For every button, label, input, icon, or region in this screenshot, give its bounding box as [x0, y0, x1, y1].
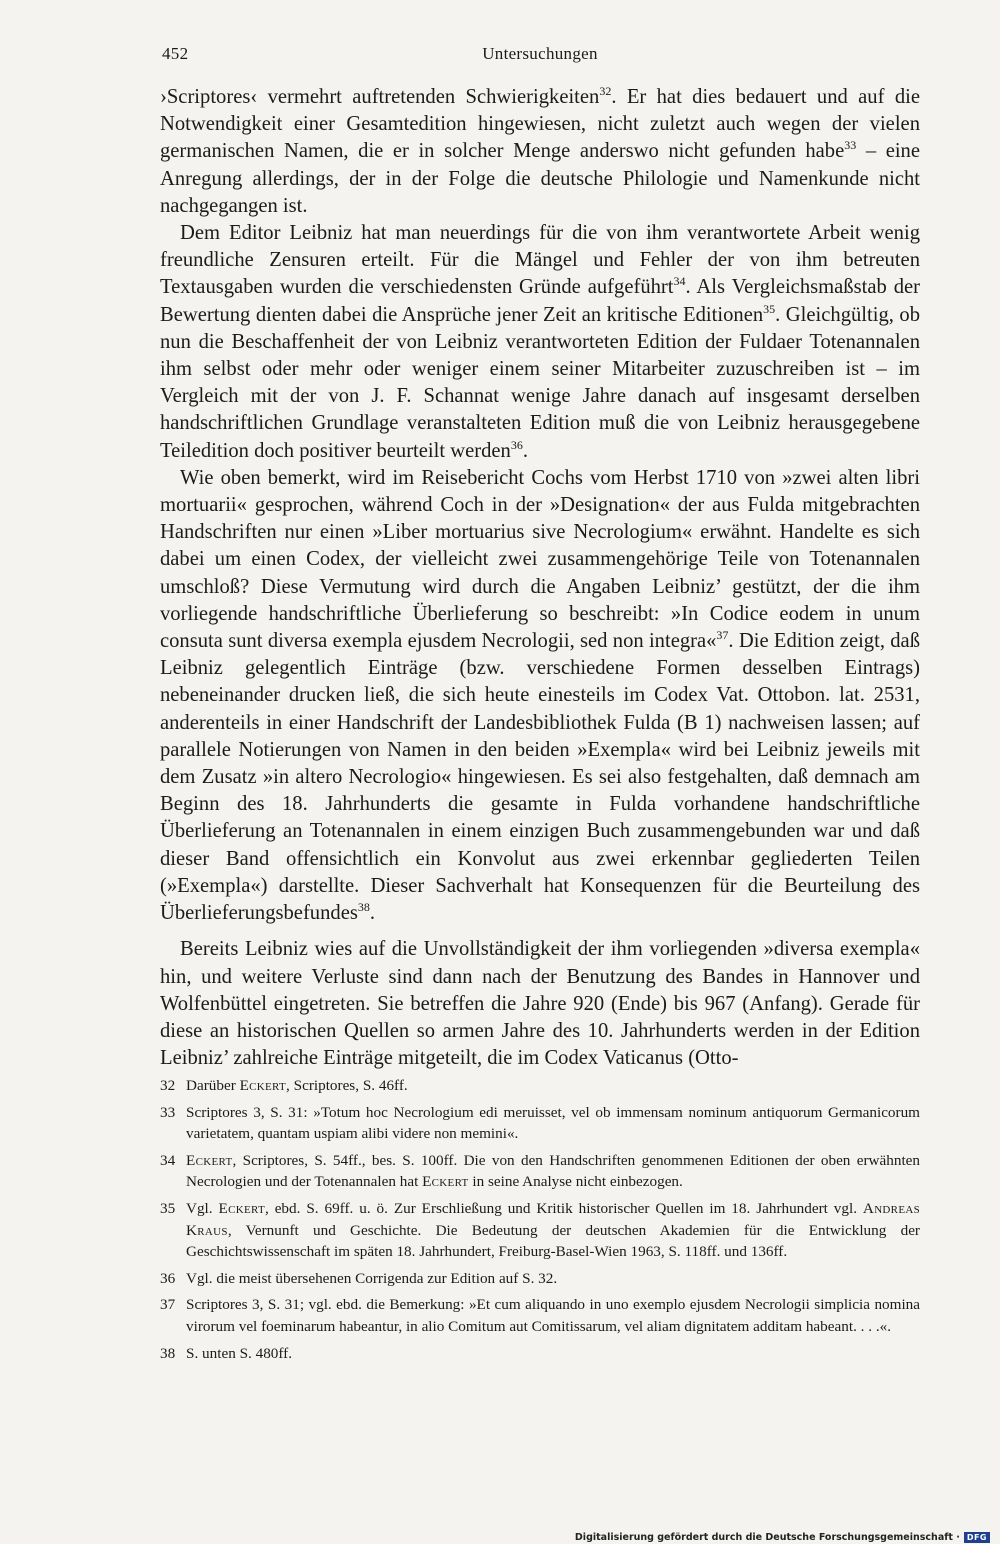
footnote — [160, 1268, 920, 1290]
text-run: Vgl. die meist übersehenen Corrigenda zur Edition auf S. 32. — [186, 1269, 558, 1287]
author-name: Eckert — [422, 1173, 469, 1191]
text-run: , Vernunft und Geschichte. Die Bedeutung der deutschen Akademien für die Entwicklung der Geschichtswissenschaft im späten 18. Jahrhundert, Freiburg-Basel-Wien 1963, S. 118ff. und 136ff. — [186, 1221, 920, 1261]
dfg-logo: DFG — [964, 1532, 990, 1543]
text-run: Scriptores 3, S. 31; vgl. ebd. die Bemerkung: »Et cum aliquando in uno exemplo ejusdem Necrologii simplicia nomina virorum vel foeminarum habeantur, in alio Comitum aut Comitissarum, vel aliam dignitatem additam habeant. . . .«. — [186, 1296, 920, 1335]
page-number: 452 — [162, 44, 189, 63]
footnote — [160, 1150, 920, 1193]
footnote-ref: 38 — [357, 900, 370, 915]
footer-text: Digitalisierung gefördert durch die Deutsche Forschungsgemeinschaft · — [574, 1532, 960, 1543]
author-name: Eckert — [218, 1199, 265, 1217]
author-name: Andreas Kraus — [186, 1199, 920, 1239]
footnote-text — [186, 1150, 920, 1193]
author-name: Eckert — [186, 1151, 233, 1169]
footnote — [160, 1343, 920, 1365]
footnote-ref: 35 — [763, 301, 776, 316]
footnote — [160, 1294, 920, 1337]
footnote-number: 33 — [160, 1103, 176, 1121]
running-head: Untersuchungen — [482, 44, 598, 63]
footnote-ref: 34 — [673, 274, 686, 289]
text-run: . — [522, 439, 528, 462]
text-run: . Die Edition zeigt, daß Leibniz gelegentlich Einträge (bzw. verschiedene Formen desselben Eintrags) nebeneinander drucken ließ, die sich heute einesteils im Codex Vat. Ottobon. lat. 2531, anderenteils in einer Handschrift der Landesbibliothek Fulda (B 1) nachweisen lassen; auf parallele Notierungen von Namen in den beiden »Exempla« wird bei Leibniz jeweils mit dem Zusatz »in altero Necrologio« hingewiesen. Es sei also festgehalten, daß demnach am Beginn des 18. Jahrhunderts die gesamte in Fulda vorhandene handschriftliche Überlieferung an Totenannalen in einem einzigen Buch zusammengebunden war und daß dieser Band offensichtlich ein Konvolut aus zwei erkennbar gegliederten Teilen (»Exempla«) darstellte. Dieser Sachverhalt hat Konsequenzen für die Beurteilung des Überlieferungsbefundes — [160, 630, 920, 925]
footnotes — [160, 1075, 920, 1369]
text-run: . Er hat dies bedauert und auf die Notwendigkeit einer Gesamtedition hingewiesen, nicht zuletzt auch wegen der vielen germanischen Namen, die er in solcher Menge anderswo nicht gefunden habe — [160, 86, 920, 163]
footnote-number: 35 — [160, 1199, 176, 1217]
footnote-text — [186, 1343, 920, 1365]
footnote — [160, 1102, 920, 1145]
footnote-text — [186, 1268, 920, 1290]
text-run: , ebd. S. 69ff. u. ö. Zur Erschließung und Kritik historischer Quellen im 18. Jahrhundert vgl. — [264, 1199, 863, 1217]
text-run: , Scriptores, S. 46ff. — [286, 1077, 408, 1094]
text-run: Wie oben bemerkt, wird im Reisebericht Cochs vom Herbst 1710 von »zwei alten libri mortuarii« gesprochen, während Coch in der »Designation« der aus Fulda mitgebrachten Handschriften nur einen »Liber mortuarius sive Necrologium« erwähnt. Handelte es sich dabei um einen Codex, der vielleicht zwei zusammengehörige Teile von Totenannalen umschloß? Diese Vermutung wird durch die Angaben Leibniz’ gestützt, der die ihm vorliegende handschriftliche Überlieferung so beschreibt: »In Codice eodem in unum consuta sunt diversa exempla ejusdem Necrologii, sed non integra« — [160, 466, 920, 653]
footnote-ref: 33 — [844, 138, 857, 153]
paragraph — [160, 465, 920, 927]
paragraph — [160, 220, 920, 465]
footnote-number: 38 — [160, 1344, 176, 1362]
text-run: Darüber — [186, 1077, 240, 1094]
text-run: in seine Analyse nicht einbezogen. — [468, 1173, 683, 1191]
paragraph — [160, 936, 920, 1072]
text-run: Scriptores 3, S. 31: »Totum hoc Necrologium edi meruisset, vel ob immensam nominum antiquorum Germanicorum varietatem, quantam uspiam alibi videre non memini«. — [186, 1103, 920, 1143]
footnote-number: 36 — [160, 1269, 176, 1287]
footnote-number: 37 — [160, 1296, 176, 1314]
body-text — [160, 84, 920, 1072]
text-run: , Scriptores, S. 54ff., bes. S. 100ff. Die von den Handschriften genommenen Editionen der oben erwähnten Necrologien und der Totenannalen hat — [186, 1151, 920, 1191]
footnote-ref: 37 — [716, 628, 729, 643]
text-run: ›Scriptores‹ vermehrt auftretenden Schwierigkeiten — [160, 86, 600, 108]
text-run: S. unten S. 480ff. — [186, 1344, 293, 1362]
author-name: Eckert — [239, 1077, 287, 1094]
footnote-text — [186, 1102, 920, 1145]
footnote — [160, 1198, 920, 1263]
text-run: . Als Vergleichsmaßstab der Bewertung dienten dabei die Ansprüche jener Zeit an kritische Editionen — [160, 276, 920, 326]
digitization-footer — [575, 1532, 990, 1543]
footnote-ref: 32 — [599, 84, 612, 99]
text-run: Bereits Leibniz wies auf die Unvollständigkeit der ihm vorliegenden »diversa exempla« hin, und weitere Verluste sind dann nach der Benutzung des Bandes in Hannover und Wolfenbüttel eingetreten. Sie betreffen die Jahre 920 (Ende) bis 967 (Anfang). Gerade für diese an historischen Quellen so armen Jahre des 10. Jahrhunderts werden in der Edition Leibniz’ zahlreiche Einträge mitgeteilt, die im Codex Vaticanus (Otto- — [160, 938, 920, 1070]
footnote-number: 34 — [160, 1151, 176, 1169]
footnote-text — [186, 1075, 920, 1097]
text-run: . — [369, 902, 376, 925]
footnote-text — [186, 1294, 920, 1337]
paragraph — [160, 84, 920, 220]
footnote-number: 32 — [160, 1077, 176, 1094]
footnote — [160, 1075, 920, 1097]
footnote-text — [186, 1198, 920, 1263]
text-run: . Gleichgültig, ob nun die Beschaffenheit der von Leibniz verantworteten Edition der Fuldaer Totenannalen ihm selbst oder mehr oder weniger einem seiner Mitarbeiter zuzuschreiben ist – im Vergleich mit der von J. F. Schannat wenige Jahre danach auf insgesamt derselben handschriftlichen Grundlage veranstalteten Edition muß die von Leibniz herausgegebene Teiledition doch positiver beurteilt werden — [160, 303, 920, 462]
text-run: Dem Editor Leibniz hat man neuerdings für die von ihm verantwortete Arbeit wenig freundliche Zensuren erteilt. Für die Mängel und Fehler der von ihm betreuten Textausgaben wurden die verschiedensten Gründe aufgeführt — [160, 222, 920, 299]
text-run: – eine Anregung allerdings, der in der Folge die deutsche Philologie und Namenkunde nicht nachgegangen ist. — [160, 140, 920, 217]
text-run: Vgl. — [186, 1199, 219, 1217]
footnote-ref: 36 — [510, 437, 523, 452]
